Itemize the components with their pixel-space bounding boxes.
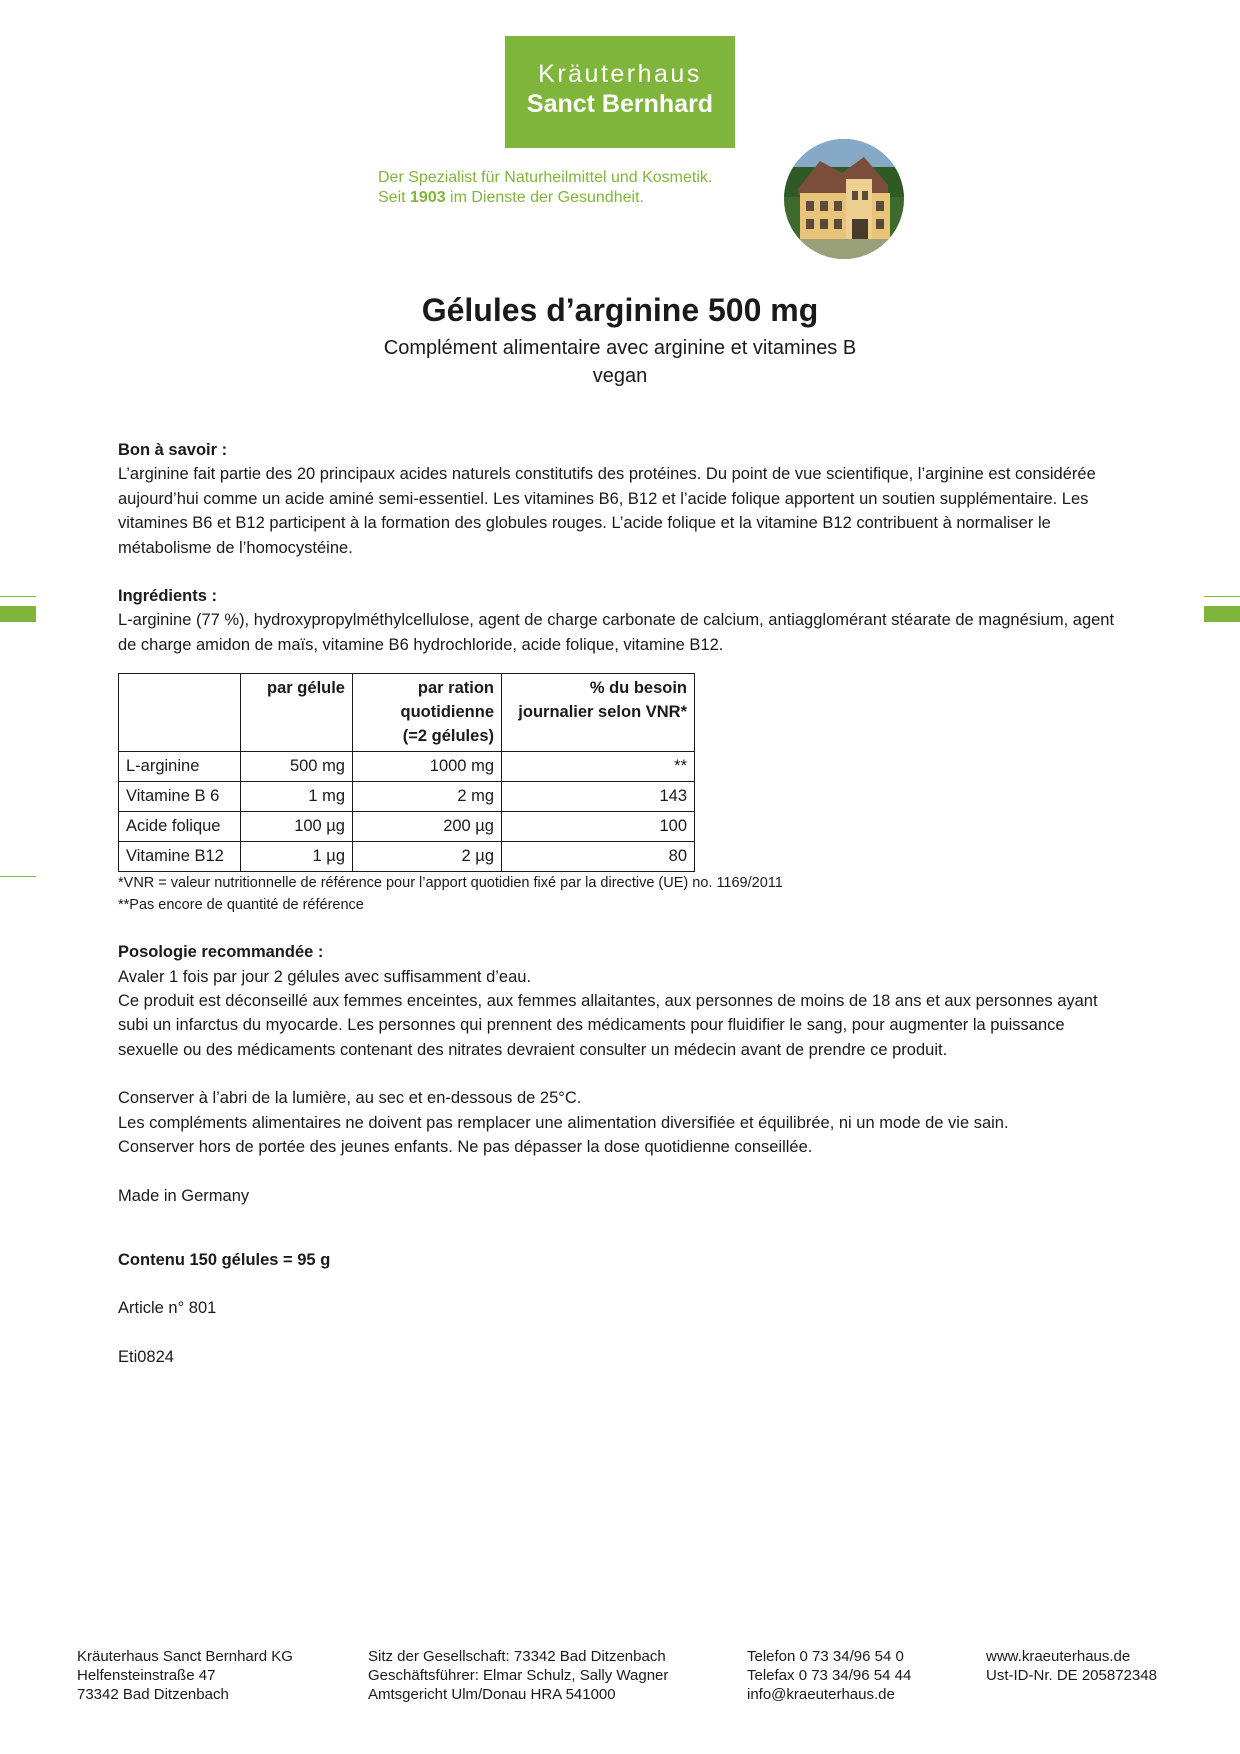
ingredients-text: L-arginine (77 %), hydroxypropylméthylcellulose, agent de charge carbonate de calcium, antiagglomérant stéarate de magnésium, agent de charge amidon de maïs, vitamine B6 hydrochloride, acide folique, vitamine B12. bbox=[118, 611, 1115, 654]
table-footnote-1: *VNR = valeur nutritionnelle de référence pour l’apport quotidien fixé par la directive (UE) no. 1169/2011 bbox=[118, 875, 783, 892]
table-row bbox=[119, 812, 695, 842]
table-header-cell bbox=[502, 674, 695, 752]
table-footnote-2: **Pas encore de quantité de référence bbox=[118, 897, 364, 914]
label-code: Eti0824 bbox=[118, 1347, 174, 1366]
storage-line-1: Conserver à l’abri de la lumière, au sec et en-dessous de 25°C. bbox=[118, 1089, 582, 1108]
table-cell: 2 µg bbox=[353, 842, 502, 872]
dosage-heading: Posologie recommandée : bbox=[118, 943, 324, 962]
main-content bbox=[118, 438, 1118, 1369]
header-vnr-l2: journalier selon VNR* bbox=[518, 703, 687, 722]
table-header-cell bbox=[119, 674, 241, 752]
header-per-capsule: par gélule bbox=[267, 679, 345, 698]
left-margin-line-top bbox=[0, 596, 36, 597]
storage-section bbox=[118, 1086, 1118, 1159]
dosage-section bbox=[118, 940, 1118, 1062]
table-header-cell bbox=[241, 674, 353, 752]
left-margin-line-bottom bbox=[0, 876, 36, 877]
footer-text: Helfensteinstraße 47 bbox=[77, 1667, 216, 1684]
good-to-know-text: L’arginine fait partie des 20 principaux acides naturels constitutifs des protéines. Du point de vue scientifique, l’arginine est considérée aujourd’hui comme un acide aminé semi-essentiel. Les vitamines B6, B12 et l’acide folique apportent un soutien supplémentaire. Les vitamines B6 et B12 participent à la formation des globules rouges. L’acide folique et la vitamine B12 contribuent à normaliser le métabolisme de l’homocystéine. bbox=[118, 465, 1096, 557]
header-daily-l1: par ration bbox=[417, 679, 494, 698]
logo-line-2: Sanct Bernhard bbox=[526, 90, 714, 118]
table-cell: ** bbox=[502, 752, 695, 782]
header-daily-l3: (=2 gélules) bbox=[402, 727, 494, 746]
table-cell: 1 mg bbox=[241, 782, 353, 812]
table-cell: 80 bbox=[502, 842, 695, 872]
footer-text: Amtsgericht Ulm/Donau HRA 541000 bbox=[368, 1686, 616, 1703]
footer-vat-id: Ust-ID-Nr. DE 205872348 bbox=[986, 1667, 1157, 1684]
table-cell: Acide folique bbox=[119, 812, 241, 842]
table-row bbox=[119, 842, 695, 872]
ingredients-section bbox=[118, 584, 1118, 657]
table-row bbox=[119, 782, 695, 812]
footer-email: info@kraeuterhaus.de bbox=[747, 1686, 895, 1703]
table-cell: 1 µg bbox=[241, 842, 353, 872]
table-cell: Vitamine B 6 bbox=[119, 782, 241, 812]
footer-fax: Telefax 0 73 34/96 54 44 bbox=[747, 1667, 912, 1684]
storage-line-2: Les compléments alimentaires ne doivent pas remplacer une alimentation diversifiée et équilibrée, ni un mode de vie sain. bbox=[118, 1113, 1009, 1132]
table-cell: 500 mg bbox=[241, 752, 353, 782]
header-vnr-l1: % du besoin bbox=[589, 679, 687, 698]
table-cell: 143 bbox=[502, 782, 695, 812]
table-cell: Vitamine B12 bbox=[119, 842, 241, 872]
footer-contact bbox=[747, 1647, 911, 1704]
footer-text: 73342 Bad Ditzenbach bbox=[77, 1686, 229, 1703]
footer-company bbox=[77, 1647, 293, 1704]
footer-legal bbox=[368, 1647, 668, 1704]
dosage-line-2: Ce produit est déconseillé aux femmes enceintes, aux femmes allaitantes, aux personnes de moins de 18 ans et aux personnes ayant subi un infarctus du myocarde. Les personnes qui prennent des médicaments pour fluidifier le sang, pour augmenter la puissance sexuelle ou des médicaments contenant des nitrates devraient consulter un médecin avant de prendre ce produit. bbox=[118, 992, 1098, 1059]
tagline-post: im Dienste der Gesundheit. bbox=[445, 189, 644, 206]
footer-phone: Telefon 0 73 34/96 54 0 bbox=[747, 1648, 904, 1665]
house-photo bbox=[784, 139, 904, 259]
footer-website: www.kraeuterhaus.de bbox=[986, 1648, 1131, 1665]
right-margin-bar bbox=[1204, 606, 1240, 622]
tagline-pre: Seit bbox=[378, 189, 411, 206]
table-row bbox=[119, 752, 695, 782]
table-header-row bbox=[119, 674, 695, 752]
footer-text: Geschäftsführer: Elmar Schulz, Sally Wagner bbox=[368, 1667, 669, 1684]
left-margin-bar bbox=[0, 606, 36, 622]
tagline-line-1: Der Spezialist für Naturheilmittel und Kosmetik. bbox=[378, 169, 713, 186]
table-cell: 1000 mg bbox=[353, 752, 502, 782]
logo-line-1: Kräuterhaus bbox=[538, 60, 702, 88]
footer-text: Kräuterhaus Sanct Bernhard KG bbox=[77, 1648, 293, 1665]
page-subtitle-vegan: vegan bbox=[592, 365, 648, 387]
footer-web bbox=[986, 1647, 1157, 1685]
article-number: Article n° 801 bbox=[118, 1299, 217, 1318]
tagline bbox=[378, 168, 712, 208]
table-header-cell bbox=[353, 674, 502, 752]
dosage-line-1: Avaler 1 fois par jour 2 gélules avec suffisamment d’eau. bbox=[118, 967, 532, 986]
nutrition-table bbox=[118, 673, 695, 872]
table-cell: 2 mg bbox=[353, 782, 502, 812]
table-cell: L-arginine bbox=[119, 752, 241, 782]
good-to-know-section bbox=[118, 438, 1118, 560]
right-margin-line bbox=[1204, 596, 1240, 597]
page-subtitle: Complément alimentaire avec arginine et vitamines B bbox=[383, 337, 857, 359]
page-title: Gélules d’arginine 500 mg bbox=[421, 292, 819, 328]
table-cell: 100 µg bbox=[241, 812, 353, 842]
made-in: Made in Germany bbox=[118, 1186, 250, 1205]
content-amount: Contenu 150 gélules = 95 g bbox=[118, 1250, 331, 1269]
brand-logo bbox=[505, 36, 735, 148]
footer-text: Sitz der Gesellschaft: 73342 Bad Ditzenbach bbox=[368, 1648, 666, 1665]
good-to-know-heading: Bon à savoir : bbox=[118, 441, 228, 459]
table-cell: 100 bbox=[502, 812, 695, 842]
ingredients-heading: Ingrédients : bbox=[118, 587, 218, 606]
tagline-line-2 bbox=[378, 188, 712, 208]
table-cell: 200 µg bbox=[353, 812, 502, 842]
storage-line-3: Conserver hors de portée des jeunes enfants. Ne pas dépasser la dose quotidienne conseillée. bbox=[118, 1138, 813, 1157]
tagline-year: 1903 bbox=[410, 189, 446, 206]
header-daily-l2: quotidienne bbox=[400, 703, 494, 722]
